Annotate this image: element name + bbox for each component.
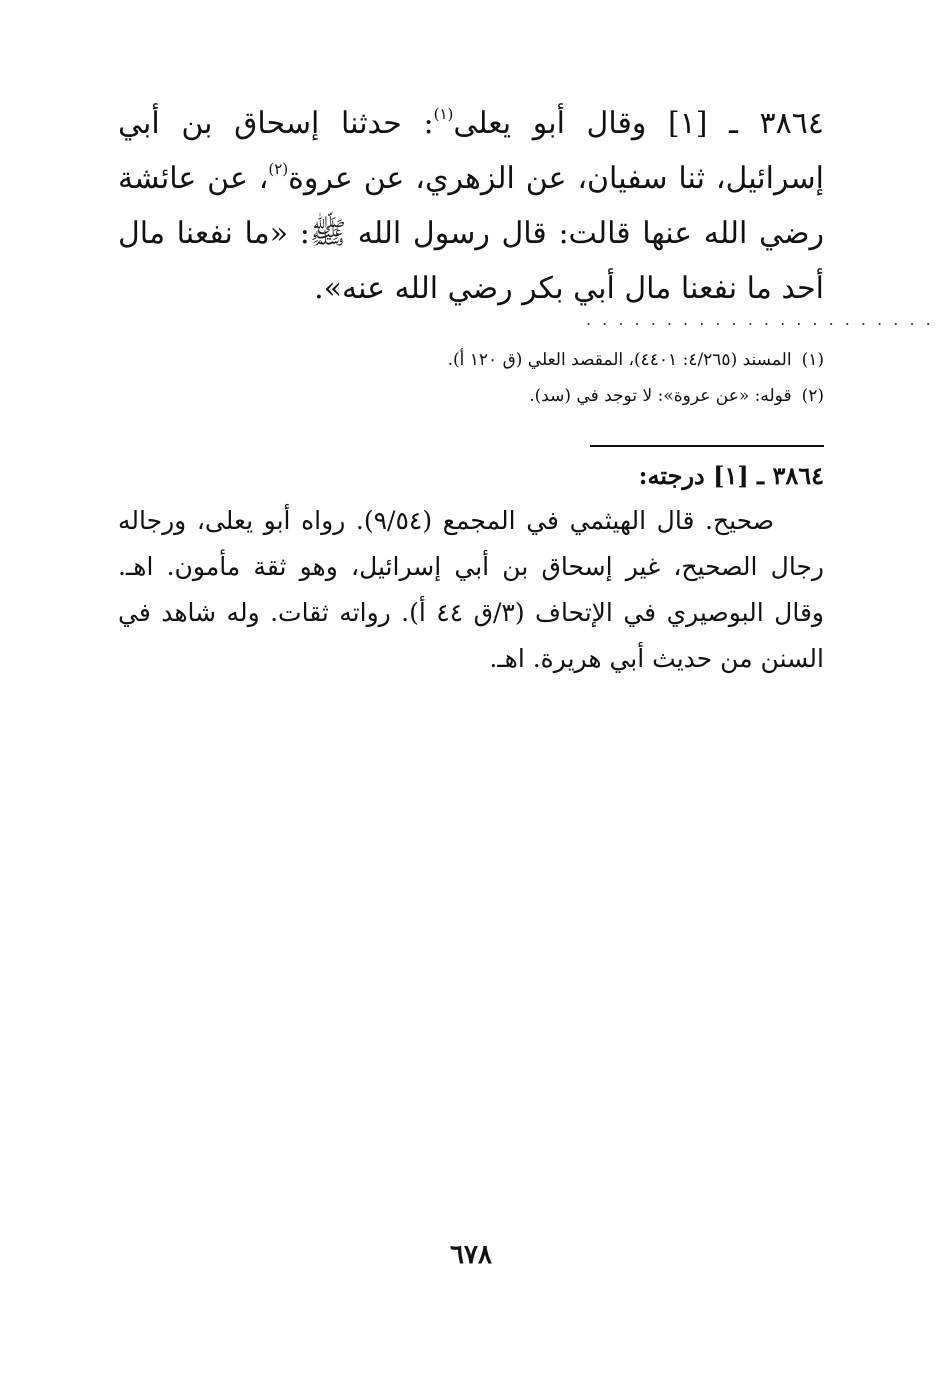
footnote-item (118, 378, 824, 414)
footnote-number: (٢) (801, 386, 824, 406)
hadith-text (118, 96, 824, 316)
section-divider (590, 445, 824, 447)
hadith-text-part-3: ، عن عائشة رضي الله عنها قالت: قال رسول الله ﷺ: «ما نفعنا مال أحد ما نفعنا مال أبي بكر رضي الله عنه». (118, 161, 824, 306)
grade-heading: ٣٨٦٤ ـ [١] درجته: (638, 461, 824, 490)
hadith-text-part-1: ٣٨٦٤ ـ [١] وقال أبو يعلى (453, 106, 824, 141)
footnote-ref-1[interactable]: (١) (433, 105, 454, 123)
footnote-text: المسند (٤/٢٦٥: ٤٤٠١)، المقصد العلي (ق ١٢٠ أ). (447, 350, 792, 370)
footnote-text: قوله: «عن عروة»: لا توجد في (سد). (529, 386, 792, 406)
grade-text: صحيح. قال الهيثمي في المجمع (٩/٥٤). رواه أبو يعلى، ورجاله رجال الصحيح، غير إسحاق بن أبي إسرائيل، وهو ثقة مأمون. اهـ. وقال البوصيري في الإتحاف (٣/ق ٤٤ أ). رواته ثقات. وله شاهد في السنن من حديث أبي هريرة. اهـ. (118, 506, 824, 673)
hadith-text-part-2: : حدثنا إسحاق بن أبي إسرائيل، ثنا سفيان، عن الزهري، عن عروة (118, 106, 824, 196)
footnote-ref-2[interactable]: (٢) (268, 160, 289, 178)
footnote-item (118, 342, 824, 378)
page-number: ٦٧٨ (450, 1240, 492, 1270)
footnote-number: (١) (801, 350, 824, 370)
footnotes-list (118, 342, 824, 414)
footnote-separator-dots: . . . . . . . . . . . . . . . . . . . . . . (586, 310, 934, 329)
